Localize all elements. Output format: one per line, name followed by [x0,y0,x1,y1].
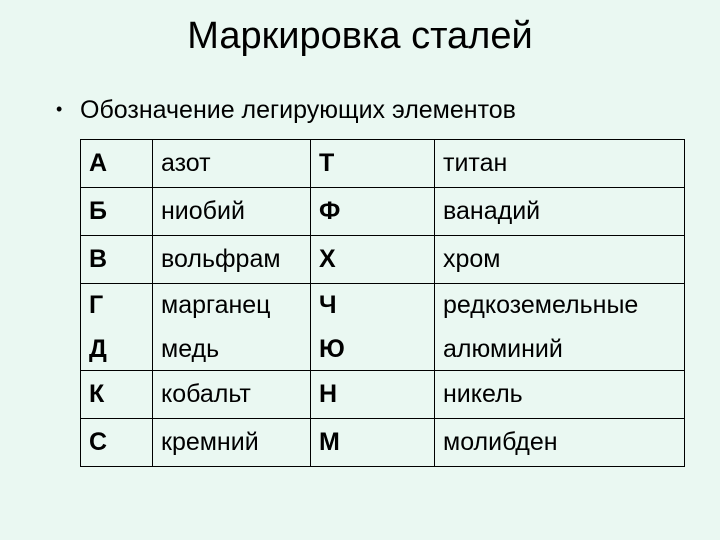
element-name: никель [435,371,685,419]
element-code: М [311,419,435,467]
element-name: ниобий [153,188,311,236]
element-code: В [81,236,153,284]
element-code-pair [311,284,435,371]
table-row [81,140,685,188]
table-row [81,236,685,284]
element-name: молибден [435,419,685,467]
element-name: титан [435,140,685,188]
element-name: кобальт [153,371,311,419]
bullet-item [56,94,516,125]
slide-title: Маркировка сталей [187,15,533,57]
element-code-pair [81,284,153,371]
element-name-pair [153,284,311,371]
element-code: Н [311,371,435,419]
bullet-icon: • [56,99,63,119]
alloy-element-table [80,139,685,467]
element-name: алюминий [443,335,563,363]
table-row [81,188,685,236]
element-code: Д [89,335,107,363]
element-code: Ф [311,188,435,236]
element-code: Х [311,236,435,284]
element-name: вольфрам [153,236,311,284]
element-code: Ю [319,335,345,363]
element-code: Ч [319,291,337,319]
element-code: А [81,140,153,188]
element-name-pair [435,284,685,371]
element-name: азот [153,140,311,188]
table-row [81,371,685,419]
element-name: хром [435,236,685,284]
element-code: Б [81,188,153,236]
bullet-text: Обозначение легирующих элементов [80,96,516,124]
element-code: Т [311,140,435,188]
table-row-double [81,284,685,371]
element-code: Г [89,291,104,319]
element-name: марганец [161,291,271,319]
element-name: ванадий [435,188,685,236]
element-name: кремний [153,419,311,467]
element-code: С [81,419,153,467]
table-row [81,419,685,467]
element-code: К [81,371,153,419]
element-name: медь [161,335,220,363]
element-name: редкоземельные [443,291,639,319]
